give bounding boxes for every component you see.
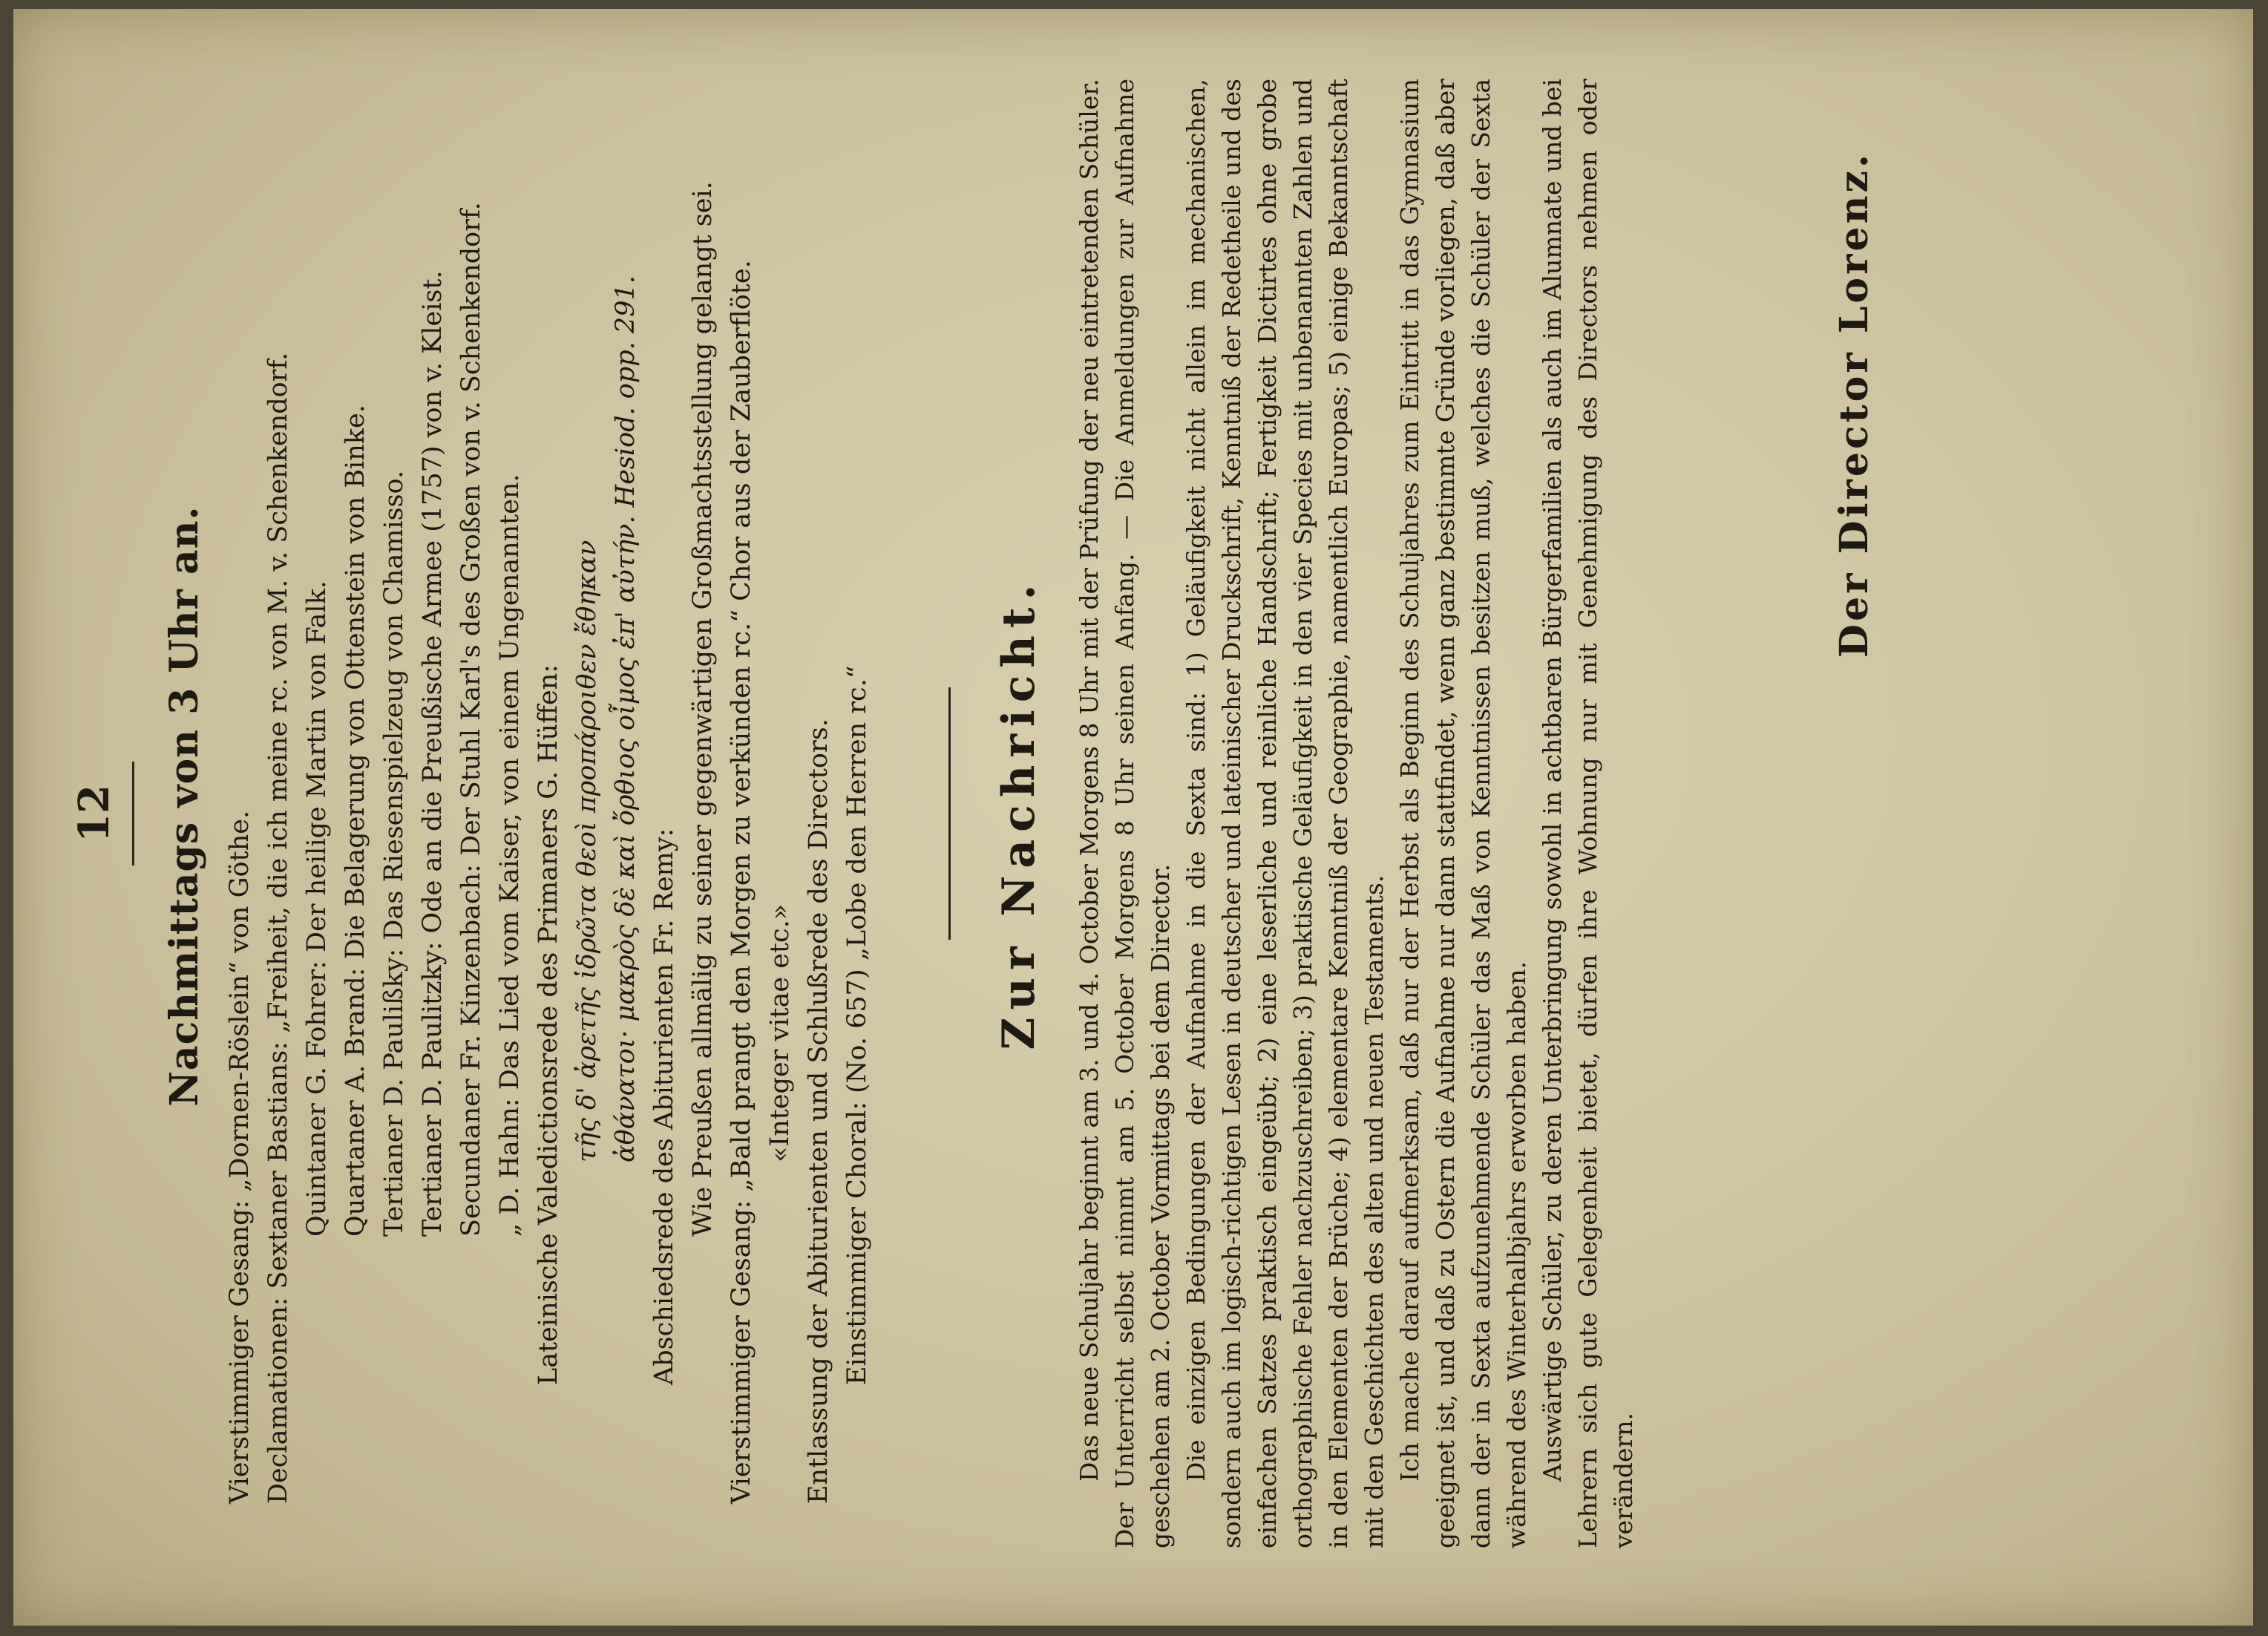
program-line: Lateinische Valedictionsrede des Primaners G. Hüffen: [534,664,563,1385]
program-line: Entlassung der Abiturienten und Schlußrede des Directors. [804,719,833,1504]
program-line: Quintaner G. Fohrer: Der heilige Martin von Falk. [302,580,332,1237]
notice-paragraphs [1072,79,1642,1548]
paper-sheet [13,9,2253,1626]
rotated-page [58,34,2173,1593]
director-signature: Der Director Lorenz. [1832,151,1877,658]
page-number-rule [132,762,134,866]
notice-paragraph: Auswärtige Schüler, zu deren Unterbringung sowohl in achtbaren Bürgerfamilien als auch im Alumnate und bei Lehrern sich gute Gelegenheit bietet, dürfen ihre Wohnung nur mit Genehmigung des Directors nehmen oder verändern. [1538,79,1638,1548]
program-line: Abschiedsrede des Abiturienten Fr. Remy: [649,828,679,1385]
notice-heading: Zur Nachricht. [993,577,1045,1050]
program-line: Wie Preußen allmälig zu seiner gegenwärtigen Großmachtsstellung gelangt sei. [688,181,718,1237]
notice-paragraph: Ich mache darauf aufmerksam, daß nur der Herbst als Beginn des Schuljahres zum Eintritt in das Gymnasium geeignet ist, und daß zu Ostern die Aufnahme nur dann stattfindet, wenn ganz bestimmte Gründe vorliegen, daß aber dann der in Sexta aufzunehmende Schüler das Maß von Kenntnissen besitzen muß, welches die Schüler der Sexta während des Winterhalbjahrs erworben haben. [1395,79,1531,1548]
program-lines [220,108,876,1504]
afternoon-heading: Nachmittags von 3 Uhr an. [162,505,207,1107]
program-line: τῆς δ' ἀρετῆς ἱδρῶτα θεοὶ προπάροιθεν ἔθηκαν [572,540,602,1162]
program-line: Declamationen: Sextaner Bastians: „Freiheit, die ich meine rc. von M. v. Schenkendorf. [263,352,293,1504]
section-divider [948,687,951,940]
notice-section [993,79,1642,1548]
program-line: Tertianer D. Paulitzky: Ode an die Preußische Armee (1757) von v. Kleist. [418,270,448,1237]
program-line: Vierstimmiger Gesang: „Dornen-Röslein“ von Göthe. [225,810,255,1504]
program-line: ἀθάνατοι· μακρὸς δὲ καὶ ὄρθιος οἶμος ἐπ' αὐτήν. Hesiod. opp. 291. [611,275,640,1162]
program-line: Secundaner Fr. Kinzenbach: Der Stuhl Karl's des Großen von v. Schenkendorf. [456,202,486,1237]
notice-paragraph: Das neue Schuljahr beginnt am 3. und 4. October Morgens 8 Uhr mit der Prüfung der neu eintretenden Schüler. Der Unterricht selbst nimmt am 5. October Morgens 8 Uhr seinen Anfang. — Die Anmeldungen zur Aufnahme geschehen am 2. October Vormittags bei dem Director. [1075,79,1175,1548]
program-line: Einstimmiger Choral: (No. 657) „Lobe den Herren rc.“ [842,665,872,1385]
afternoon-program [162,108,876,1504]
program-line: Tertianer D. Paulißky: Das Riesenspielzeug von Chamisso. [379,470,409,1237]
program-line: Vierstimmiger Gesang: „Bald prangt den Morgen zu verkünden rc.“ Chor aus der Zauberflöte. [727,260,756,1504]
page-number: 12 [70,785,119,842]
notice-paragraph: Die einzigen Bedingungen der Aufnahme in die Sexta sind: 1) Geläufigkeit nicht allein im mechanischen, sondern auch im logisch-richtigen Lesen in deutscher und lateinischer Druckschrift, Kenntniß der Redetheile und des einfachen Satzes praktisch eingeübt; 2) eine leserliche und reinliche Handschrift; Fertigkeit Dictirtes ohne grobe orthographische Fehler nachzuschreiben; 3) praktische Geläufigkeit in den vier Species mit unbenannten Zahlen und in den Elementen der Brüche; 4) elementare Kenntniß der Geographie, namentlich Europas; 5) einige Bekanntschaft mit den Geschichten des alten und neuen Testaments. [1181,79,1389,1548]
program-line: «Integer vitae etc.» [765,903,795,1162]
program-line: „ D. Hahn: Das Lied vom Kaiser, von einem Ungenannten. [495,474,525,1237]
program-line: Quartaner A. Brand: Die Belagerung von Ottenstein von Binke. [341,405,370,1237]
